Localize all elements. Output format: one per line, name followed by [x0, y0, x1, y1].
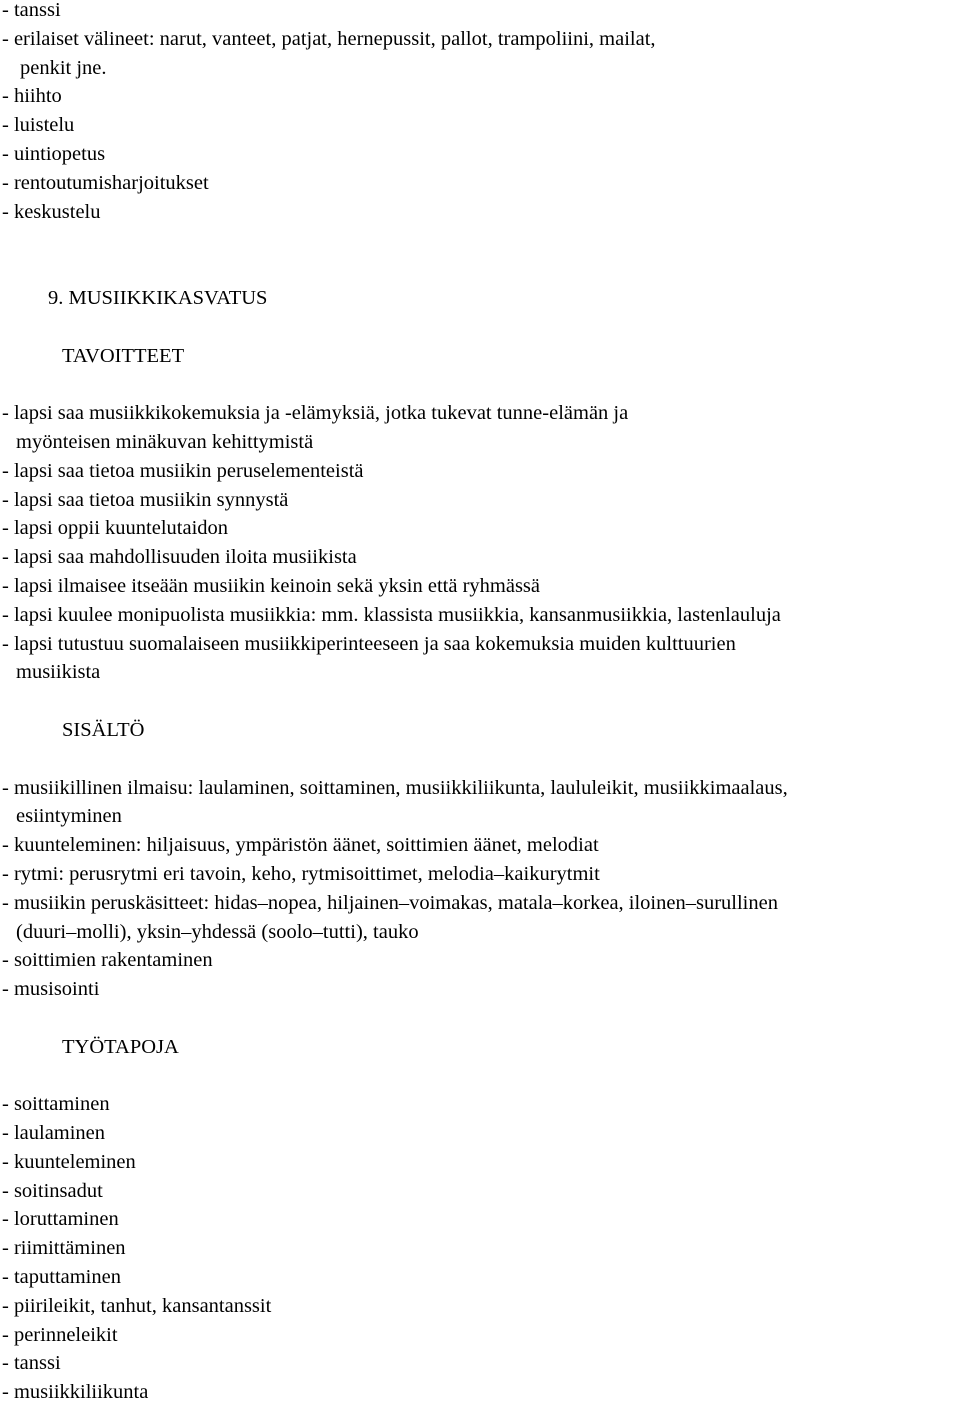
list-item-continuation: musiikista [16, 661, 101, 684]
list-item: - piirileikit, tanhut, kansantanssit [2, 1294, 272, 1317]
list-item: - lapsi saa musiikkikokemuksia ja -elämyksiä, jotka tukevat tunne-elämän ja [2, 402, 629, 425]
list-item: - hiihto [2, 85, 62, 108]
list-item: - taputtaminen [2, 1266, 121, 1289]
top-activity-list [0, 0, 960, 226]
list-item: - musiikkiliikunta [2, 1381, 149, 1404]
list-item: - rentoutumisharjoitukset [2, 171, 209, 194]
list-item-continuation: esiintyminen [16, 805, 122, 828]
list-item: - soittimien rakentaminen [2, 949, 213, 972]
sisalto-list [0, 774, 960, 1004]
sisalto-heading: SISÄLTÖ [62, 718, 145, 741]
list-item: - perinneleikit [2, 1323, 118, 1346]
tyotapoja-heading: TYÖTAPOJA [62, 1035, 179, 1058]
list-item: - tanssi [2, 1352, 61, 1375]
list-item: - uintiopetus [2, 142, 106, 165]
list-item: - riimittäminen [2, 1237, 126, 1260]
list-item: - lapsi ilmaisee itseään musiikin keinoin sekä yksin että ryhmässä [2, 574, 541, 597]
list-item: - musiikin peruskäsitteet: hidas–nopea, hiljainen–voimakas, matala–korkea, iloinen–surullinen [2, 891, 778, 914]
list-item: - loruttaminen [2, 1208, 119, 1231]
list-item: - kuunteleminen: hiljaisuus, ympäristön äänet, soittimien äänet, melodiat [2, 834, 599, 857]
section-title: 9. MUSIIKKIKASVATUS [48, 286, 268, 309]
list-item: - soittaminen [2, 1093, 110, 1116]
list-item: - soitinsadut [2, 1179, 103, 1202]
list-item: - lapsi saa tietoa musiikin synnystä [2, 488, 289, 511]
list-item-continuation: myönteisen minäkuvan kehittymistä [16, 430, 314, 453]
list-item: - lapsi tutustuu suomalaiseen musiikkiperinteeseen ja saa kokemuksia muiden kulttuurien [2, 632, 736, 655]
list-item-continuation: penkit jne. [20, 56, 107, 79]
tavoitteet-list [0, 399, 960, 687]
list-item: - luistelu [2, 114, 75, 137]
tavoitteet-heading: TAVOITTEET [62, 344, 185, 367]
list-item: - musiikillinen ilmaisu: laulaminen, soittaminen, musiikkiliikunta, laululeikit, musiikkimaalaus, [2, 776, 788, 799]
list-item: - rytmi: perusrytmi eri tavoin, keho, rytmisoittimet, melodia–kaikurytmit [2, 862, 600, 885]
list-item: - kuunteleminen [2, 1150, 136, 1173]
tyotapoja-list [0, 1090, 960, 1407]
list-item: - musisointi [2, 978, 100, 1001]
list-item: - tanssi [2, 0, 61, 21]
list-item: - laulaminen [2, 1122, 106, 1145]
list-item: - lapsi saa tietoa musiikin peruselementeistä [2, 459, 364, 482]
list-item: - lapsi kuulee monipuolista musiikkia: mm. klassista musiikkia, kansanmusiikkia, lastenlauluja [2, 603, 781, 626]
list-item-continuation: (duuri–molli), yksin–yhdessä (soolo–tutti), tauko [16, 920, 419, 943]
list-item: - erilaiset välineet: narut, vanteet, patjat, hernepussit, pallot, trampoliini, mailat, [2, 27, 656, 50]
list-item: - lapsi oppii kuuntelutaidon [2, 517, 229, 540]
list-item: - lapsi saa mahdollisuuden iloita musiikista [2, 546, 357, 569]
list-item: - keskustelu [2, 200, 101, 223]
